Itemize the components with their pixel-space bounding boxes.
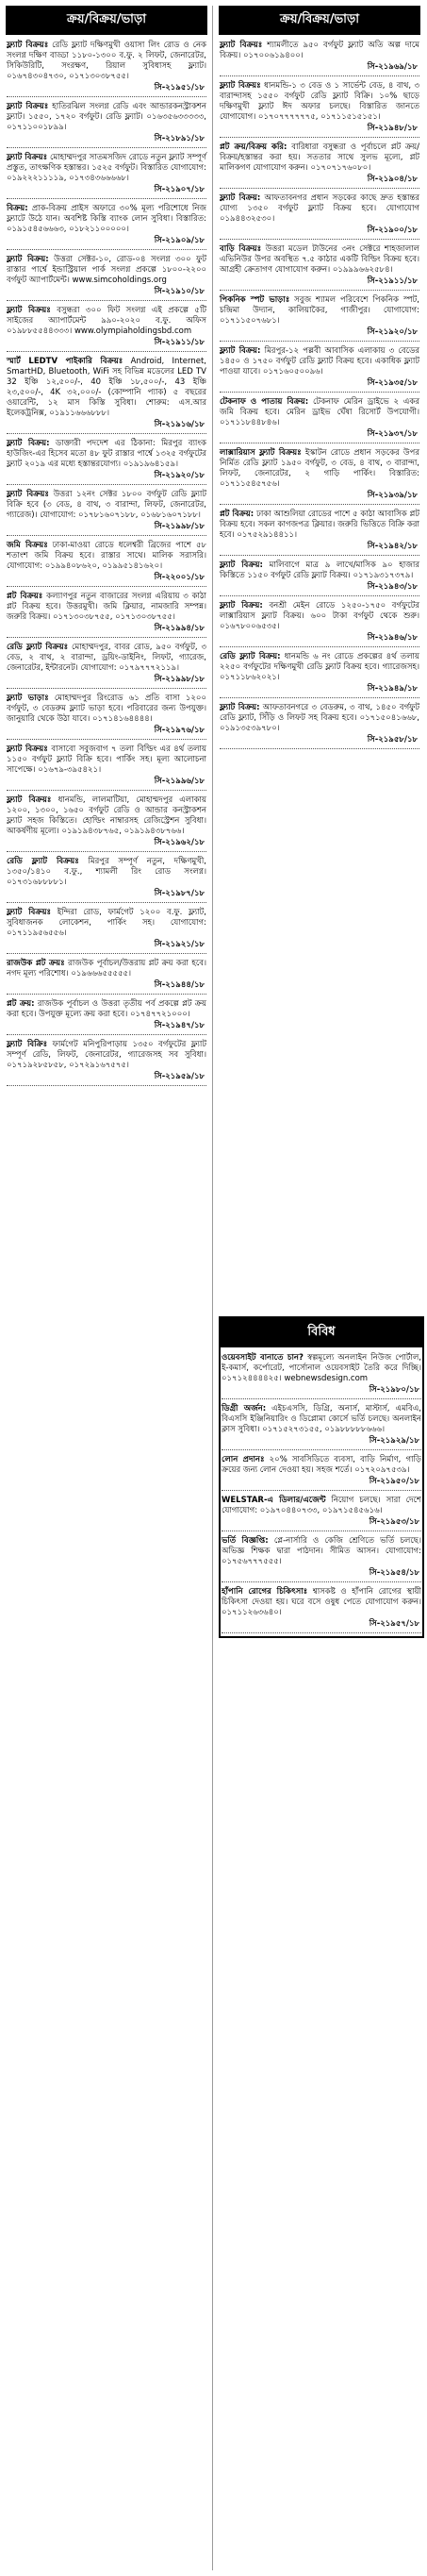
ad-headline: ফ্ল্যাট বিক্রয়: <box>220 193 261 203</box>
ad-headline: লাক্সারিয়াস ফ্ল্যাট বিক্রয়ঃ <box>220 448 302 458</box>
classified-ad <box>219 141 420 189</box>
classified-ad <box>219 344 420 393</box>
ad-headline: ডিগ্রী অর্জন: <box>222 1404 267 1413</box>
classified-ad <box>219 446 420 505</box>
ad-reference-code: সি-২১৯০৪/১৮ <box>220 174 419 189</box>
ad-reference-code: সি-২১৯৩৭/১৮ <box>220 428 419 443</box>
classified-ad <box>6 590 207 638</box>
ad-reference-code: সি-২১৯৮৭/১৮ <box>7 888 206 903</box>
ad-body <box>220 560 419 581</box>
classified-ad <box>219 79 420 138</box>
classified-ad <box>6 39 207 97</box>
ad-body <box>7 490 206 521</box>
classified-ad <box>6 100 207 148</box>
classified-ad <box>6 355 207 434</box>
ad-headline: হাঁপানি রোগের চিকিৎসাঃ <box>222 1587 308 1597</box>
classified-ad <box>6 906 207 954</box>
ad-reference-code: সি-২১৯৩৯/১৮ <box>220 490 419 505</box>
ad-body <box>7 204 206 235</box>
classifieds-left-column <box>6 6 207 1089</box>
ad-body <box>220 346 419 377</box>
right-ads-list <box>219 39 420 749</box>
ad-headline: WELSTAR-এ ডিলার/এজেন্ট <box>222 1496 326 1505</box>
ad-text: মোহাম্মদপুর রিংরোড ৬১ প্রতি বাসা ১২০০ বর্গফুট, ৩ বেডরুম ফ্ল্যাট ভাড়া হবে। পরিবারের জন্য উপযুক্ত। জানুয়ারি থেকে উঠা যাবে। ০১৭১৪১৬৪৪৪৪। <box>7 694 206 724</box>
classified-ad <box>6 202 207 250</box>
ad-body <box>220 295 419 326</box>
ad-text: বনশ্রী মেইন রোডে ১২৫০-১৭৫০ বর্গফুটের লাক্সারিয়াস ফ্ল্যাট বিক্রয়। ৬০০ টাকা বর্গফুট থেকে শুরু। ০১৬৭৮০০৬৫৩৫। <box>220 601 420 631</box>
ad-headline: বিক্রয়: <box>7 204 28 213</box>
ad-body <box>222 1536 421 1567</box>
ad-text: উত্তরা ১২নং সেক্টর ১৮০০ বর্গফুট রেডি ফ্ল্যাট বিক্রি হবে (৩ বেড, ৪ বাথ, ৩ বারান্দা, লিফট, জেনারেটর, গ্যারেজ)। যোগাযোগ: ০১৭৮১৬০৭১৮৮, ০১৬৮১৬০৭১৮৮। <box>7 490 206 520</box>
ad-text: প্লে-নার্সারি ও কেজি শ্রেণিতে ভর্তি চলছে। অভিজ্ঞ শিক্ষক দ্বারা পাঠদান। সীমিত আসন। যোগাযোগ: ০১৭৫৬৭৭৭৫৫৫। <box>222 1536 421 1566</box>
ad-reference-code: সি-২১৯৯৮/১৮ <box>7 521 206 536</box>
ad-text: হাতিরঝিল সংলগ্ন রেডি এবং আন্ডারকনস্ট্রাকশন ফ্ল্যাট। ১৫৫০, ১৭২০ বর্গফুট। রেডি ফ্ল্যাট। ০১৬৩৫৬৩৩৩৩৩, ০১৭১১০০১৮৯৯। <box>7 102 206 132</box>
ad-body <box>7 999 206 1020</box>
classified-ad <box>219 508 420 556</box>
ad-reference-code: সি-২১৯৫৭/১৮ <box>222 1618 421 1633</box>
ad-reference-code: সি-২১৯৫৯/১৮ <box>7 1071 206 1086</box>
ad-reference-code: সি-২১৯৫৪/১৮ <box>222 1567 421 1582</box>
ad-body <box>7 744 206 776</box>
ad-text: কল্যাণপুর নতুন বাজারের সংলগ্ন এরিয়ায় ৩ কাঠা প্লট বিক্রয় হবে। উত্তরমুখী। জমি ক্লিয়ার, নামজারি সম্পন্ন। জরুরি বিক্রয়। ০১৭১৩০৩৮৭৫৫, ০১৭১৩০৩৮৭৫৫। <box>7 592 207 622</box>
ad-body <box>222 1353 421 1384</box>
classified-ad <box>6 957 207 995</box>
ad-reference-code: সি-২১৯৬২/১৮ <box>7 837 206 852</box>
ad-headline: ফ্ল্যাট বিক্রয়ঃ <box>7 306 51 315</box>
ad-body <box>220 703 419 734</box>
ad-body <box>220 652 419 683</box>
ad-headline: পিকনিক স্পট ভাড়াঃ <box>220 295 290 305</box>
ad-headline: ফ্ল্যাট বিক্রয়ঃ <box>7 490 49 499</box>
misc-ads-list <box>221 1351 422 1633</box>
ad-reference-code: সি-২১৯০৭/১৮ <box>7 184 206 199</box>
classified-ad <box>221 1351 422 1399</box>
ad-headline: ভর্তি বিজ্ঞপ্তি: <box>222 1536 269 1546</box>
ad-body <box>220 510 419 541</box>
ad-reference-code: সি-২১৯০০/১৮ <box>220 225 419 240</box>
classified-ad <box>6 794 207 852</box>
ad-text: ২০% সাবসিডিতে ব্যবসা, বাড়ি নির্মাণ, গাড়ি ক্রয়ের জন্য লোন দেওয়া হয়। সহজ শর্তে। ০১৭২০৯৭৫৩৯। <box>222 1455 421 1475</box>
ad-headline: ফ্ল্যাট বিক্রয়: <box>7 439 50 448</box>
ad-reference-code: সি-২১৯৯৬/১৮ <box>7 776 206 791</box>
ad-reference-code: সি-২১৯৫১/১৮ <box>7 82 206 97</box>
ad-reference-code: সি-২১৯৪৪/১৮ <box>7 979 206 995</box>
ad-body <box>222 1496 421 1516</box>
ad-reference-code: সি-২১৯৭৬/১৮ <box>7 725 206 740</box>
ad-text: ধানমন্ডি ৬ নং রোডে প্রকল্পের ৪র্থ তলায় ২২৫০ বর্গফুটের দক্ষিণমুখী রেডি ফ্ল্যাট বিক্রয় হবে। গ্যারেজসহ। ০১৭১১৮৬২০২১। <box>220 652 419 682</box>
classified-ad <box>221 1585 422 1633</box>
ad-text: রেডি ফ্ল্যাট দক্ষিণমুখী ওয়াসা লিং রোড ও নেক সংলগ্ন দক্ষিণ বাড্ডা ১১৮০-১৩০০ ব.ফু. ২ লিফট, জেনারেটর, সিকিউরিটি, সংরক্ষণ, রিয়াল সুবিধাসহ ফ্ল্যাট। ০১৬৭৪৩০৪৭৩০, ০১৭১৩০৩৮৭৫৫। <box>7 41 206 81</box>
ad-headline: টেকনাফ ও পাতায় বিক্রয়: <box>220 397 309 407</box>
classified-ad <box>219 39 420 76</box>
ad-body <box>220 448 419 490</box>
ad-reference-code: সি-২১৯৯৮/১৮ <box>7 674 206 689</box>
ad-reference-code: সি-২১৯১০/১৮ <box>7 286 206 301</box>
ad-headline: ফ্ল্যাট বিক্রয়: <box>7 255 49 264</box>
ad-headline: প্লট ক্রয়/বিক্রয় করি: <box>220 142 287 152</box>
ad-reference-code: সি-২১৯৩৫/১৮ <box>220 377 419 393</box>
ad-text: প্রাক-বিক্রয় প্রাইস অফারে ৩০% মূল্য পরিশোধে নিজ ফ্ল্যাটে উঠে যান। অবশিষ্ট কিস্তি ব্যাংক লোন সুবিধা। বিস্তারিত: ০১৯১৫৪৫৬৬৬৩, ০১৮২১১০০০০০। <box>7 204 206 234</box>
classified-ad <box>221 1453 422 1491</box>
classified-ad <box>6 304 207 352</box>
ad-text: বারিধারা বসুন্ধরা ও পূর্বাচলে প্লট ক্রয়/বিক্রয়/হস্তান্তর করা হয়। সততার সাথে সুলভ মূল্যে, প্লট মালিকগণ যোগাযোগ করুন। ০১৭০৭১৭৬০৮০। <box>220 142 420 173</box>
ad-body <box>7 439 206 470</box>
ad-headline: প্লট বিক্রয়ঃ <box>7 592 43 601</box>
ad-reference-code: সি-২১৯৮০/১৮ <box>222 1384 421 1399</box>
ad-reference-code: সি-২১৯৪৭/১৮ <box>7 1020 206 1035</box>
ad-text: মোহাম্মদপুর সাতমসজিদ রোডে নতুন ফ্ল্যাট সম্পূর্ণ প্রস্তুত, তাৎক্ষণিক হস্তান্তর। ১৫২৫ বর্গফুট। বিস্তারিত যোগাযোগ: ০১৯২২২১১১১৯, ০১৭৩৪৩৬৬৬৬৮। <box>7 153 206 183</box>
ad-headline: লোন প্রদানঃ <box>222 1455 265 1464</box>
classified-ad <box>221 1494 422 1531</box>
ad-body <box>7 908 206 939</box>
classified-ad <box>6 743 207 791</box>
ad-text: স্বল্পমূল্যে অনলাইন নিউজ পোর্টাল, ই-কমার্স, কর্পোরেট, পার্সোনাল ওয়েবসাইট তৈরি করে দিচ্ছি। ০১৭১২৪৪৪৪২৫। webnewsdesign.com <box>222 1353 422 1383</box>
ad-body <box>7 541 206 572</box>
ad-body <box>7 1040 206 1071</box>
ad-text: বাসাবো সবুজবাগ ৭ তলা বিল্ডিং এর ৪র্থ তলায় ১১৫০ বর্গফুট ফ্ল্যাট বিক্রি হবে। পার্কিং সহ। মূল্য আলোচনা সাপেক্ষে। ০১৬৭৯-৩৯৫৪২১। <box>7 744 206 775</box>
ad-body <box>7 255 206 286</box>
ad-text: এইচএসসি, ডিগ্রি, অনার্স, মাস্টার্স, এমবিএ, বিএসসি ইঞ্জিনিয়ারিং ও ডিপ্লোমা কোর্সে ভর্তি চলছে। অনলাইন ক্লাস সুবিধা। ০১৭১৫২৭৩১৫৫, ০১৯৮৮৮৮৮৬৬৬। <box>222 1404 421 1434</box>
classified-ad <box>221 1534 422 1582</box>
ad-reference-code: সি-২১৯২৯/১৮ <box>222 1435 421 1450</box>
ad-headline: ফ্ল্যাট বিক্রয়: <box>220 601 263 611</box>
ad-headline: ফ্ল্যাট বিক্রয়ঃ <box>7 102 49 111</box>
ad-reference-code: সি-২১৯৪৮/১৮ <box>220 123 419 138</box>
ad-headline: রেডি ফ্ল্যাট বিক্রয়ঃ <box>7 643 69 652</box>
ad-text: টেকনাফ মেরিন ড্রাইভে ২ একর জমি বিক্রয় হবে। মেরিন ড্রাইভ ঘেঁষা রিসোর্ট উপযোগী। ০১৭১১৮৪৪৮৪৬। <box>220 397 420 427</box>
ad-text: মালিবাগে মাত্র ৯ লাখে/মাসিক ৯০ হাজার কিস্তিতে ১১৫০ বর্গফুট রেডি ফ্ল্যাট বিক্রয়। ০১৭১৯৩১৭৩৭৯। <box>220 560 419 580</box>
ad-reference-code: সি-২১৯২১/১৮ <box>7 939 206 954</box>
ad-reference-code: সি-২১৯২০/১৮ <box>7 470 206 485</box>
classified-ad <box>6 488 207 536</box>
ad-reference-code: সি-২১৯২০/১৮ <box>220 326 419 342</box>
ad-reference-code: সি-২১৯৪২/১৮ <box>220 541 419 556</box>
section-header-misc: বিবিধ <box>221 1318 422 1347</box>
ad-body <box>220 142 419 174</box>
ad-text: ধানমন্ডি, লালমাটিয়া, মোহাম্মদপুর এলাকায় ১২০০, ১৩০০, ১৬৫০ বর্গফুট রেডি ও আন্ডার কনস্ট্রাকশন ফ্ল্যাট সহজ কিস্তিতে। হোল্ডিং নাম্বারসহ রেজিস্ট্রেশন সুবিধা। আকর্ষণীয় মূল্যে। ০১৯১৯৪৩৮৭৬৫, ০১৯১৯৪৩৮৭৬৬। <box>7 795 206 836</box>
ad-body <box>7 857 206 888</box>
ad-reference-code: সি-২১৯৫০/১৮ <box>222 1476 421 1491</box>
ad-body <box>220 41 419 61</box>
classified-ad <box>221 1402 422 1450</box>
classified-ad <box>219 650 420 698</box>
ad-text: ধানমন্ডি-১ ৩ বেড ও ১ সার্ভেন্ট বেড, ৪ বাথ, ৩ বারান্দাসহ ১৫৫০ বর্গফুট রেডি ফ্ল্যাট বিক্রি। ১০% ছাড়ে দক্ষিণমুখী ফ্ল্যাট ঈদ অফার চলছে। বিস্তারিত জানতে যোগাযোগ। ০১৭০৭৭৭৭৭৭৫, ০১৭১১৫১৫১৫১। <box>220 81 419 122</box>
ad-body <box>7 694 206 725</box>
ad-reference-code: সি-২১৯৯৪/১৮ <box>7 623 206 638</box>
ad-reference-code: সি-২১৯১৬/১৮ <box>7 419 206 434</box>
ad-headline: বাড়ি বিক্রয়ঃ <box>220 244 262 254</box>
ad-reference-code: সি-২১৯১১/১৮ <box>7 337 206 352</box>
ad-headline: ফ্ল্যাট বিক্রয়: <box>220 560 263 570</box>
ad-text: সবুজ শ্যামল পরিবেশে পিকনিক স্পট, চন্দ্রিমা উদ্যান, কালিয়াকৈর, গাজীপুর। যোগাযোগ: ০১৭১১৫০৭৬৮১। <box>220 295 420 326</box>
ad-text: ঢাকা আশুলিয়া রোডের পাশে ৫ কাঠা আবাসিক প্লট বিক্রয় হবে। সকল কাগজপত্র ক্লিয়ার। জরুরি ভিত্তিতে বিক্রি করা হবে। ০১৭৫২৯১৪৪১১। <box>220 510 419 540</box>
ad-headline: ফ্ল্যাট ভাড়াঃ <box>7 694 49 703</box>
ad-reference-code: সি-২১৯৬৯/১৮ <box>220 61 419 76</box>
ad-text: বসুন্ধরা ৩০০ ফিট সংলগ্ন এই প্রকল্পে ৫টি সাইজের অ্যাপার্টমেন্ট ৯৯০-২০২০ ব.ফু. অফিস ০১৯৮৮৫৫৪৪৩৩৩। www.olympiaholdingsbd.com <box>7 306 207 336</box>
ad-text: আফতাবনগরে ৩ বেডরুম, ৩ বাথ, ১৪৫০ বর্গফুট রেডি ফ্ল্যাট, সিঁড়ি ও লিফট সহ বিক্রয় হবে। ০১৭১৫০৪১৬৬৮, ০১৯১৩৫৩৯৭৮০। <box>220 703 420 733</box>
ad-headline: রাজউক প্লট ক্রয়ঃ <box>7 959 65 968</box>
ad-text: শ্যামলীতে ৯৫০ বর্গফুট ফ্ল্যাট অতি অল্প দামে বিক্রয়। ০১৭০০৬১৯৪০০। <box>220 41 419 60</box>
ad-text: Android, Internet, SmartHD, Bluetooth, WiFi সহ বিভিন্ন মডেলের LED TV 32 ইঞ্চি ১২,৫০০/-, 40 ইঞ্চি ১৮,৫০০/-, 43 ইঞ্চি ২৩,৫০০/-, 4K ৩২,০০০/- (কোম্পানি প্যাক) ৫ বছরের ওয়ারেন্টি, ১২ মাস কিস্তি সুবিধা। শোরুম: এস.আর ইলেকট্রনিক্স, ০১৯১১৬৬৬৮৮৮। <box>7 357 206 418</box>
ad-body <box>7 357 206 419</box>
ad-headline: ওয়েবসাইট বানাতে চান? <box>222 1353 304 1363</box>
classified-ad <box>219 559 420 596</box>
ad-headline: জমি বিক্রয়ঃ <box>7 541 48 550</box>
ad-body <box>7 643 206 674</box>
classified-ad <box>219 701 420 749</box>
ad-text: ডাক্তারী পদদেশ এর ঠিকানা: মিরপুর ব্যাংক হাউজিং-এর হিসেব মতো ৪৮ ফুট রাস্তার পার্শ্বে ১৩২৫ বর্গফুটের ফ্ল্যাট ২০১৯ এর মধ্যে হস্তান্তরযোগ্য। ০১৯১৯৬৪১৫৯। <box>7 439 206 469</box>
ad-headline: ফ্ল্যাট বিক্রিঃ <box>7 1040 48 1049</box>
ad-headline: ফ্ল্যাট বিক্রয়ঃ <box>7 744 48 754</box>
ad-text: উত্তরা সেক্টর-১০, রোড-০৪ সংলগ্ন ৩০০ ফুট রাস্তার পার্শ্বে ইন্ডাস্ট্রিয়াল পার্ক সংলগ্ন প্রকল্পে ১৮০০-২২০০ বর্গফুট অ্যাপার্টমেন্ট। www.simcoholdings.org <box>7 255 207 285</box>
ad-headline: ফ্ল্যাট বিক্রয়ঃ <box>7 795 52 805</box>
left-ads-list <box>6 39 207 1086</box>
ad-body <box>7 592 206 623</box>
classified-ad <box>219 243 420 291</box>
ad-text: ইস্কাটন রোডে প্রধান সড়কের উপর নির্মিত রেডি ফ্ল্যাট ১৯৫০ বর্গফুট, ৩ বেড, ৪ বাথ, ৩ বারান্দা, লিফট, জেনারেটর, ২ গাড়ি পার্কিং। বিস্তারিত: ০১৭১১৫৪৫৭৫৬। <box>220 448 419 489</box>
ad-headline: রেডি ফ্ল্যাট বিক্রয়: <box>220 652 281 661</box>
classified-ad <box>6 1038 207 1086</box>
ad-text: ঢাকা-মাওয়া রোডে ধলেশ্বরী ব্রিজের পাশে ৫৮ শতাংশ জমি বিক্রয় হবে। রাস্তার সাথে। মালিক সরাসরি। যোগাযোগ: ০১৯৯৪০৮৬২০, ০১৯৯৫১৪১৬২০। <box>7 541 206 571</box>
ad-text: ফার্মগেট মনিপুরিপাড়ায় ১৩৫০ বর্গফুটের ফ্ল্যাট সম্পূর্ণ রেডি, লিফট, জেনারেটর, গ্যারেজসহ সব সুবিধা। ০১৭১৯২৮৫৮৫৮, ০১৭২৯১৬৭৫৭৫। <box>7 1040 206 1070</box>
ad-body <box>222 1455 421 1476</box>
ad-text: রাজউক পূর্বাচল/উত্তরায় প্লট ক্রয় করা হবে। নগদ মূল্য পরিশোধ। ০১৯৬৬৬৫৫৫৫৫। <box>7 959 207 979</box>
ad-body <box>7 102 206 133</box>
ad-body <box>7 959 206 979</box>
ad-body <box>220 81 419 123</box>
ad-reference-code: সি-২১৯৪৬/১৮ <box>220 632 419 647</box>
ad-headline: ফ্ল্যাট বিক্রয়: <box>220 346 261 356</box>
classified-ad <box>6 151 207 199</box>
ad-text: মোহাম্মদপুর, বাবর রোড, ৯৫০ বর্গফুট, ৩ বেড, ২ বাথ, ২ বারান্দা, ড্রয়িং-ডাইনিং, লিফট, গ্যারেজ, জেনারেটর, ইন্টারনেট। যোগাযোগ: ০১৭৯৭৭৭২১১৯। <box>7 643 206 673</box>
ad-body <box>220 601 419 632</box>
classified-ad <box>6 437 207 485</box>
ad-text: ইন্দিরা রোড, ফার্মগেট ১২০০ ব.ফু. ফ্ল্যাট, সুবিধাজনক লোকেশন, পার্কিং সহ। যোগাযোগ: ০১৭১১৯৫৬৫৫৬। <box>7 908 206 938</box>
ad-reference-code: সি-২১৯০৯/১৮ <box>7 235 206 250</box>
classified-ad <box>6 997 207 1035</box>
ad-body <box>7 153 206 184</box>
ad-body <box>7 306 206 337</box>
ad-reference-code: সি-২১৯৫৮/১৮ <box>220 734 419 749</box>
ad-text: মিরপুর সম্পূর্ণ নতুন, দক্ষিণমুখী, ১৩৫০/১৪১০ ব.ফু., শ্যামলী রিং রোড সংলগ্ন। ০১৭৩১৬৮৮৮৮১। <box>7 857 206 887</box>
ad-headline: রেডি ফ্ল্যাট বিক্রয়ঃ <box>7 857 79 866</box>
ad-headline: ফ্ল্যাট বিক্রয়ঃ <box>7 153 48 162</box>
ad-headline: প্লট বিক্রয়: <box>220 510 255 519</box>
ad-reference-code: সি-২১৯৪৩/১৮ <box>220 581 419 596</box>
ad-headline: ফ্ল্যাট বিক্রয়ঃ <box>7 908 52 917</box>
ad-reference-code: সি-২১৯৪৯/১৮ <box>220 683 419 698</box>
misc-section-box <box>219 1316 424 1638</box>
ad-reference-code: সি-২১৯১১/১৮ <box>220 276 419 291</box>
ad-body <box>220 397 419 428</box>
ad-text: উত্তরা মডেল টাউনের ৩নং সেক্টরে শাহজালাল এভিনিউর উপর অবস্থিত ৭.৫ কাঠার একটি বিল্ডিং বিক্রয় হবে। আগ্রহী ক্রেতাগণ যোগাযোগ করুন। ০১৯৯৯৬৬২৫৮৪। <box>220 244 419 275</box>
ad-reference-code: সি-২১৮৯১/১৮ <box>7 133 206 148</box>
ad-body <box>7 795 206 837</box>
section-header-buy-sell-rent-right: ক্রয়/বিক্রয়/ভাড়া <box>219 6 420 35</box>
ad-headline: ফ্ল্যাট বিক্রয়ঃ <box>220 41 263 50</box>
ad-text: শ্বাসকষ্ট ও হাঁপানি রোগের স্থায়ী চিকিৎসা দেওয়া হয়। ঘরে বসে ওষুধ পেতে যোগাযোগ করুন। ০১৭১১২৬৩৬৪০। <box>222 1587 421 1617</box>
ad-headline: ফ্ল্যাট বিক্রয়ঃ <box>220 81 261 91</box>
ad-text: আফতাবনগর প্রধান সড়কের কাছে দ্রুত হস্তান্তর যোগ্য ১৩৫০ বর্গফুট ফ্ল্যাট বিক্রয় হবে। যোগাযোগ ০১৯৪৪৩২৫৩০। <box>220 193 419 224</box>
ad-headline: প্লট ক্রয়: <box>7 999 35 1009</box>
ad-text: রাজউক পূর্বাচল ও উত্তরা তৃতীয় পর্ব প্রকল্পে প্লট ক্রয় করা হবে। উপযুক্ত মূল্যে ক্রয় করা হবে। ০১৭৪৭৭২১০০০। <box>7 999 207 1019</box>
ad-headline: ফ্ল্যাট বিক্রয়ঃ <box>7 41 49 50</box>
classified-ad <box>6 253 207 301</box>
classified-ad <box>6 539 207 587</box>
classifieds-right-column <box>219 6 420 752</box>
ad-text: মিরপুর-১২ পল্লবী আবাসিক এলাকায় ৩ বেডের ১৪৫০ ও ১৭৫০ বর্গফুট রেডি ফ্ল্যাট বিক্রয় হবে। একাধিক ফ্ল্যাট পাওয়া যাবে। ০১৭১৬০৫০০৯৬। <box>220 346 420 376</box>
ad-reference-code: সি-২২০০১/১৮ <box>7 572 206 587</box>
ad-body <box>222 1404 421 1435</box>
ad-headline: ফ্ল্যাট বিক্রয়: <box>220 703 260 712</box>
ad-body <box>7 41 206 82</box>
classified-ad <box>6 641 207 689</box>
ad-headline: স্মার্ট LEDTV পাইকারি বিক্রয়ঃ <box>7 357 123 366</box>
classified-ad <box>219 395 420 443</box>
ad-body <box>222 1587 421 1618</box>
classified-ad <box>219 293 420 342</box>
classified-ad <box>219 599 420 647</box>
column-divider <box>212 6 213 2570</box>
section-header-buy-sell-rent: ক্রয়/বিক্রয়/ভাড়া <box>6 6 207 35</box>
classified-ad <box>6 855 207 903</box>
ad-reference-code: সি-২১৯৫৩/১৮ <box>222 1516 421 1531</box>
classified-ad <box>6 692 207 740</box>
ad-body <box>220 193 419 225</box>
ad-text: নিয়োগ চলছে। সারা দেশে যোগাযোগ: ০১৯৭০৪৪০৭৩৩, ০১৯৭১৫৪৫৬১৬। <box>222 1496 421 1515</box>
classified-ad <box>219 192 420 240</box>
ad-body <box>220 244 419 276</box>
